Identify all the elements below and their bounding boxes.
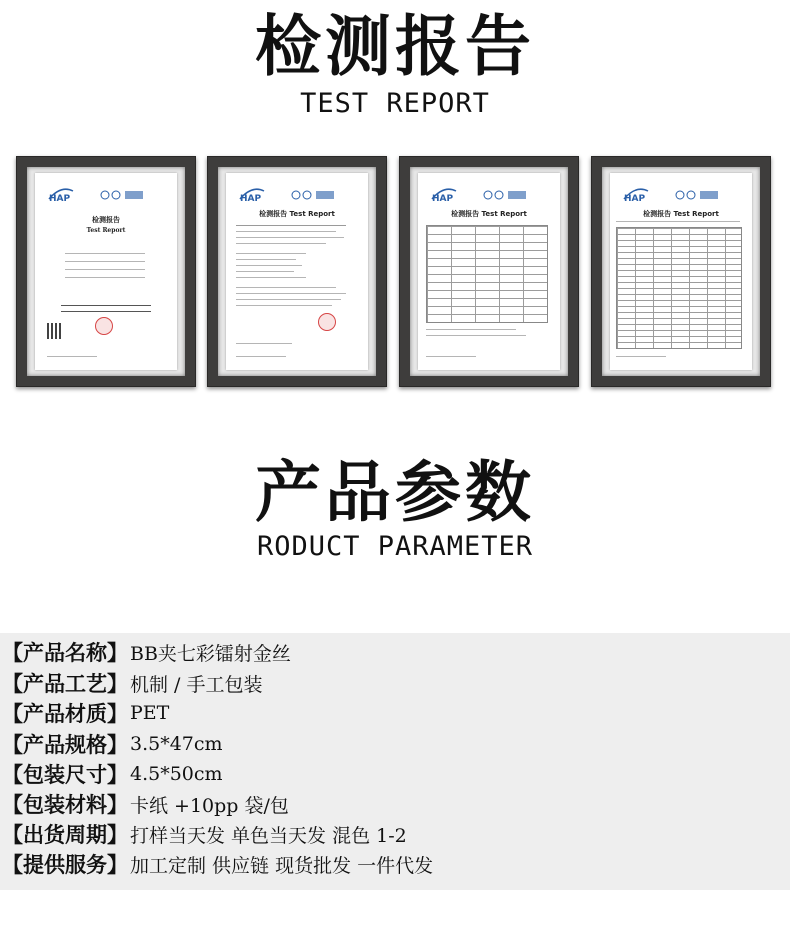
param-row-lead-time [0, 819, 790, 849]
hap-logo-icon [47, 187, 75, 203]
svg-text:HAP: HAP [240, 194, 262, 203]
param-row-spec [0, 729, 790, 759]
certificate-frame-1 [16, 156, 196, 387]
param-label: 【产品材质】 [2, 702, 128, 726]
product-parameter-title-cn: 产品参数 [255, 454, 535, 531]
certificate-subtitle: Test Report [86, 227, 126, 234]
param-value: BB夹七彩镭射金丝 [130, 642, 291, 665]
param-value: 卡纸 +10pp 袋/包 [130, 794, 289, 817]
certificate-frame-2 [207, 156, 387, 387]
param-value: 打样当天发 单色当天发 混色 1-2 [130, 824, 407, 847]
param-row-package-material [0, 789, 790, 819]
param-value: 加工定制 供应链 现货批发 一件代发 [130, 854, 434, 877]
certificate-frame-3 [399, 156, 579, 387]
red-stamp-icon [318, 313, 336, 331]
svg-text:HAP: HAP [432, 194, 454, 203]
param-label: 【包装尺寸】 [2, 763, 128, 787]
param-value: 3.5*47cm [130, 733, 223, 755]
param-label: 【产品规格】 [2, 733, 128, 757]
certificate-document-4 [610, 173, 752, 370]
hap-logo-icon [238, 187, 266, 203]
param-row-package-size [0, 759, 790, 789]
hap-logo-icon [622, 187, 650, 203]
results-table [426, 225, 548, 323]
param-row-material [0, 698, 790, 728]
certificate-title: 检测报告 Test Report [643, 210, 719, 218]
svg-text:HAP: HAP [624, 194, 646, 203]
param-row-services [0, 849, 790, 879]
product-parameter-title-en: RODUCT PARAMETER [256, 531, 534, 562]
certificate-document-1 [35, 173, 177, 370]
certificate-document-2 [226, 173, 368, 370]
param-row-process [0, 668, 790, 698]
param-value: PET [130, 702, 170, 724]
certificate-title: 检测报告 Test Report [451, 210, 527, 218]
param-label: 【产品工艺】 [2, 672, 128, 696]
qr-code-icon [47, 323, 63, 339]
param-value: 4.5*50cm [130, 763, 223, 785]
accreditation-logos-icon [97, 189, 147, 201]
test-report-title-en: TEST REPORT [300, 88, 490, 119]
accreditation-logos-icon [480, 189, 530, 201]
param-label: 【提供服务】 [2, 853, 128, 877]
hap-logo-icon [430, 187, 458, 203]
param-label: 【产品名称】 [2, 641, 128, 665]
param-row-name [0, 637, 790, 667]
param-label: 【出货周期】 [2, 823, 128, 847]
accreditation-logos-icon [672, 189, 722, 201]
parameter-list [0, 633, 790, 890]
certificate-document-3 [418, 173, 560, 370]
red-stamp-icon [95, 317, 113, 335]
certificate-frame-4 [591, 156, 771, 387]
certificate-title: 检测报告 Test Report [259, 210, 335, 218]
param-label: 【包装材料】 [2, 793, 128, 817]
results-table [616, 227, 742, 349]
test-report-title-cn: 检测报告 [255, 8, 535, 85]
certificate-title: 检测报告 [92, 216, 120, 224]
svg-text:HAP: HAP [49, 194, 71, 203]
param-value: 机制 / 手工包装 [130, 673, 263, 696]
accreditation-logos-icon [288, 189, 338, 201]
